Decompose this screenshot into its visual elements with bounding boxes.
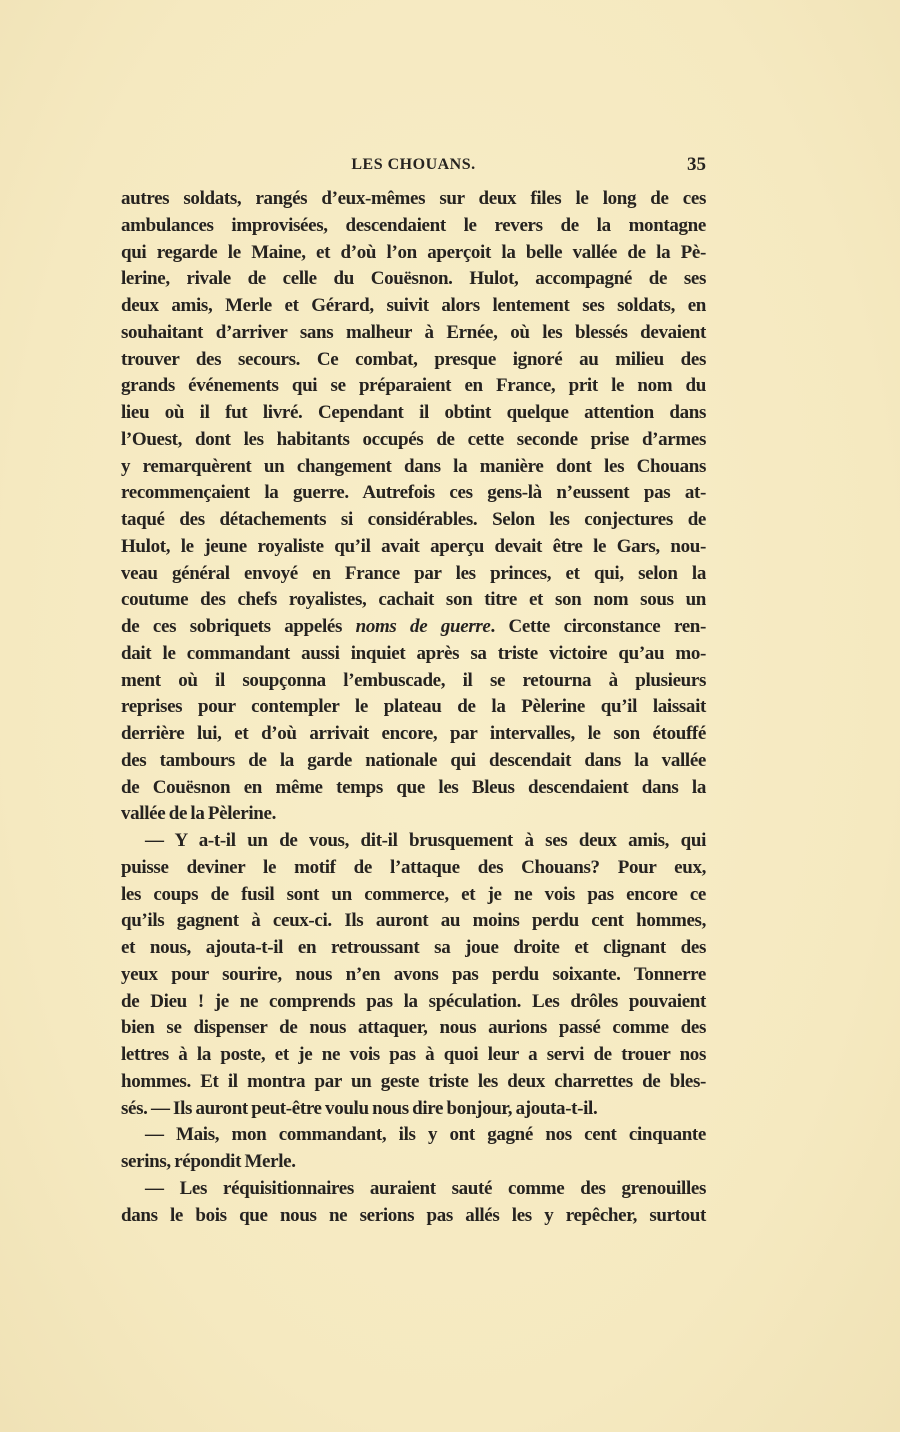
text-line: Hulot, le jeune royaliste qu’il avait aperçu devait être le Gars, nou- [121,535,706,557]
text-line: des tambours de la garde nationale qui descendait dans la vallée [121,749,706,771]
text-line: de Couësnon en même temps que les Bleus descendaient dans la [121,776,706,798]
text-line: deux amis, Merle et Gérard, suivit alors lentement ses soldats, en [121,295,706,316]
text-line: vallée de la Pèlerine. [121,803,276,825]
text-line: recommençaient la guerre. Autrefois ces gens-là n’eussent pas at- [121,482,706,504]
text-line: — Mais, mon commandant, ils y ont gagné nos cent cinquante [145,1124,706,1146]
text-line: hommes. Et il montra par un geste triste les deux charrettes de bles- [121,1070,706,1092]
text-line: qu’ils gagnent à ceux-ci. Ils auront au moins perdu cent hommes, [121,910,706,932]
text-line: les coups de fusil sont un commerce, et je ne vois pas encore ce [121,883,706,905]
text-line: lettres à la poste, et je ne vois pas à quoi leur a servi de trouer nos [121,1044,706,1065]
text-line: qui regarde le Maine, et d’où l’on aperçoit la belle vallée de la Pè- [121,241,706,263]
text-line: y remarquèrent un changement dans la manière dont les Chouans [121,455,706,477]
text-line: yeux pour sourire, nous n’en avons pas perdu soixante. Tonnerre [121,963,706,985]
text-line: puisse deviner le motif de l’attaque des Chouans? Pour eux, [121,856,706,878]
italic-phrase: noms de guerre [355,616,491,637]
text-line: ment où il soupçonna l’embuscade, il se retourna à plusieurs [121,669,706,691]
text-line: et nous, ajouta-t-il en retroussant sa joue droite et clignant des [121,937,706,958]
text-line: l’Ouest, dont les habitants occupés de cette seconde prise d’armes [121,428,706,450]
running-title: LES CHOUANS. [351,156,476,173]
text-line: ambulances improvisées, descendaient le revers de la montagne [121,214,706,236]
text-line: trouver des secours. Ce combat, presque ignoré au milieu des [121,348,706,370]
page-number: 35 [687,154,706,175]
running-header [121,156,706,180]
text-line: autres soldats, rangés d’eux-mêmes sur deux files le long de ces [121,188,706,209]
text-line: serins, répondit Merle. [121,1151,296,1172]
text-line [121,614,706,641]
text-line: taqué des détachements si considérables. Selon les conjectures de [121,509,706,530]
text-line: reprises pour contempler le plateau de la Pèlerine qu’il laissait [121,696,706,718]
text-segment: . Cette circonstance ren- [490,616,706,637]
text-line: — Y a-t-il un de vous, dit-il brusquement à ses deux amis, qui [145,830,706,851]
text-line: grands événements qui se préparaient en France, prit le nom du [121,375,706,397]
text-line: souhaitant d’arriver sans malheur à Ernée, où les blessés devaient [121,321,706,343]
text-line: dans le bois que nous ne serions pas allés les y repêcher, surtout [121,1204,706,1226]
text-line: derrière lui, et d’où arrivait encore, par intervalles, le son étouffé [121,723,706,744]
text-line: bien se dispenser de nous attaquer, nous aurions passé comme des [121,1017,706,1039]
text-line: de Dieu ! je ne comprends pas la spéculation. Les drôles pouvaient [121,990,706,1012]
text-line: sés. — Ils auront peut-être voulu nous dire bonjour, ajouta-t-il. [121,1097,598,1119]
text-line: coutume des chefs royalistes, cachait son titre et son nom sous un [121,589,706,611]
text-line: lerine, rivale de celle du Couësnon. Hulot, accompagné de ses [121,268,706,290]
text-line: lieu où il fut livré. Cependant il obtint quelque attention dans [121,402,706,423]
body-text [121,186,706,1229]
text-line: dait le commandant aussi inquiet après sa triste victoire qu’au mo- [121,642,706,664]
text-segment: de ces sobriquets appelés [121,616,356,637]
text-line: veau général envoyé en France par les princes, et qui, selon la [121,562,706,584]
text-line: — Les réquisitionnaires auraient sauté comme des grenouilles [145,1177,706,1199]
